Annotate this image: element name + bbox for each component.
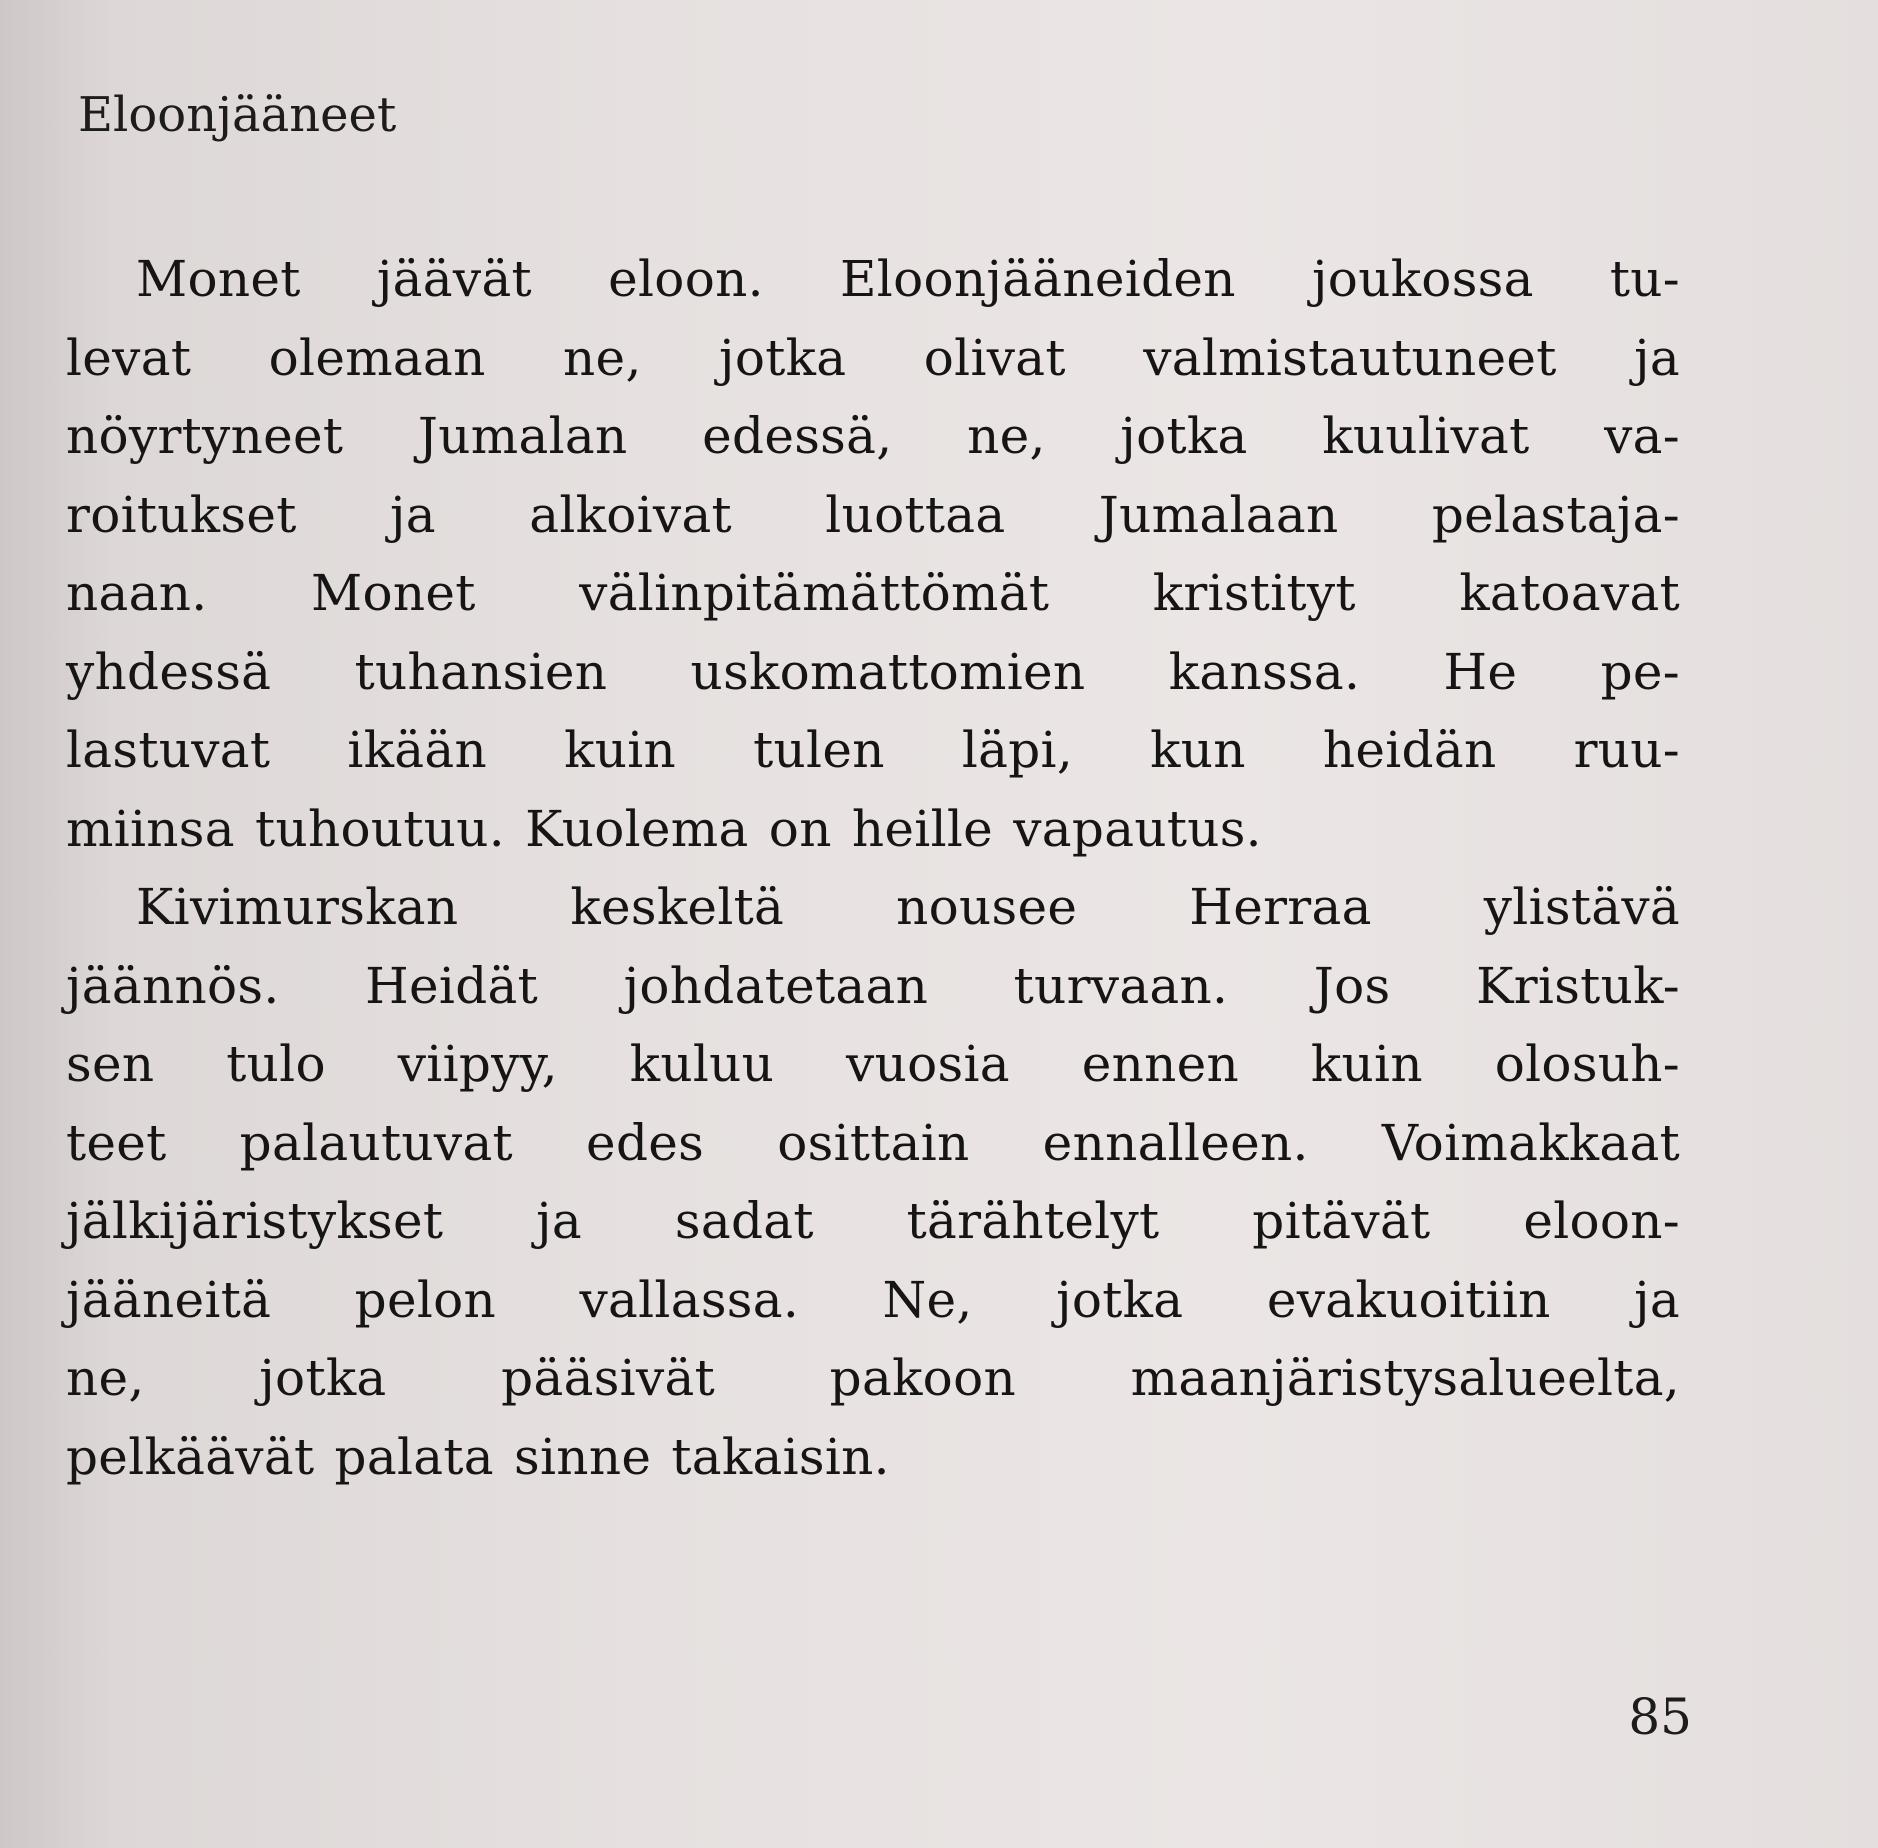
text-line: roitukset ja alkoivat luottaa Jumalaan pelastaja- (66, 485, 1680, 544)
text-line: miinsa tuhoutuu. Kuolema on heille vapautus. (66, 799, 1262, 858)
text-line: nöyrtyneet Jumalan edessä, ne, jotka kuulivat va- (66, 407, 1680, 465)
text-line: sen tulo viipyy, kuluu vuosia ennen kuin olosuh- (66, 1035, 1680, 1093)
text-line: jääneitä pelon vallassa. Ne, jotka evakuoitiin ja (66, 1270, 1680, 1329)
text-line: levat olemaan ne, jotka olivat valmistautuneet ja (66, 328, 1680, 387)
text-line: Monet jäävät eloon. Eloonjääneiden joukossa tu- (136, 250, 1680, 308)
paragraph-2 (66, 868, 1680, 1496)
text-line: Kivimurskan keskeltä nousee Herraa ylistävä (136, 878, 1680, 936)
text-line: jäännös. Heidät johdatetaan turvaan. Jos Kristuk- (66, 956, 1680, 1015)
text-line: naan. Monet välinpitämättömät kristityt katoavat (66, 564, 1680, 622)
text-line: jälkijäristykset ja sadat tärähtelyt pitävät eloon- (66, 1192, 1680, 1250)
text-line: yhdessä tuhansien uskomattomien kanssa. He pe- (66, 642, 1680, 701)
paragraph-1 (66, 240, 1680, 868)
text-line: lastuvat ikään kuin tulen läpi, kun heidän ruu- (66, 721, 1680, 779)
running-title: Eloonjääneet (78, 87, 397, 143)
text-line: teet palautuvat edes osittain ennalleen. Voimakkaat (66, 1113, 1680, 1172)
page-number: 85 (1628, 1688, 1692, 1746)
text-line: ne, jotka pääsivät pakoon maanjäristysalueelta, (66, 1349, 1680, 1407)
text-line: pelkäävät palata sinne takaisin. (66, 1427, 890, 1486)
body-text (66, 240, 1680, 1496)
